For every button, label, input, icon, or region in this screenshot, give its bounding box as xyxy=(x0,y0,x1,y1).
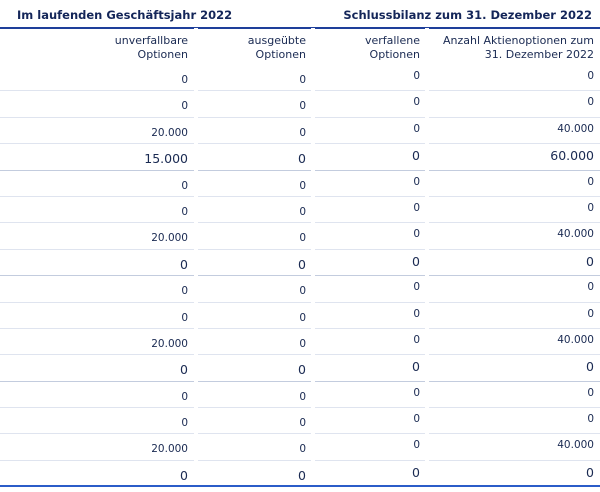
cell-vested: 15.000 xyxy=(144,151,188,167)
cell-forfeited: 0 xyxy=(413,175,420,188)
cell-total: 0 xyxy=(587,413,594,426)
table-row xyxy=(0,355,600,381)
options-table-body xyxy=(0,65,600,487)
cell-total: 40.000 xyxy=(557,228,594,241)
cell-total: 0 xyxy=(586,464,594,480)
cell-vested: 20.000 xyxy=(151,337,188,350)
table-row xyxy=(0,461,600,487)
section-title-current-year: Im laufenden Geschäftsjahr 2022 xyxy=(17,8,233,22)
table-row xyxy=(0,408,600,434)
section-title-closing-balance: Schlussbilanz zum 31. Dezember 2022 xyxy=(343,8,592,22)
table-row xyxy=(0,91,600,117)
cell-total: 0 xyxy=(587,70,594,82)
cell-exercised: 0 xyxy=(299,390,306,403)
column-header-line: ausgeübte xyxy=(247,34,306,47)
column-gap xyxy=(311,28,315,491)
cell-total: 40.000 xyxy=(557,333,594,346)
header-underline-left xyxy=(0,27,196,29)
table-row xyxy=(0,144,600,170)
table-row xyxy=(0,118,600,144)
column-header-line: unverfallbare xyxy=(114,34,188,47)
cell-exercised: 0 xyxy=(299,285,306,298)
table-row xyxy=(0,329,600,355)
cell-exercised: 0 xyxy=(298,467,306,483)
column-header-vested-options xyxy=(115,34,188,62)
cell-total: 0 xyxy=(587,175,594,188)
column-gap xyxy=(194,28,198,491)
cell-total: 0 xyxy=(587,386,594,399)
cell-vested: 0 xyxy=(181,205,188,218)
header-underline-right xyxy=(196,27,600,29)
column-header-exercised-options xyxy=(248,34,306,62)
column-header-line: Anzahl Aktienoptionen zum xyxy=(442,34,594,47)
cell-forfeited: 0 xyxy=(413,333,420,346)
cell-vested: 0 xyxy=(180,256,188,272)
cell-vested: 0 xyxy=(181,285,188,298)
table-row xyxy=(0,434,600,460)
cell-total: 60.000 xyxy=(550,148,594,164)
cell-forfeited: 0 xyxy=(412,148,420,164)
cell-forfeited: 0 xyxy=(413,439,420,452)
cell-vested: 0 xyxy=(181,179,188,192)
table-bottom-rule xyxy=(0,485,600,487)
cell-total: 0 xyxy=(586,359,594,375)
cell-vested: 0 xyxy=(181,100,188,113)
cell-exercised: 0 xyxy=(299,443,306,456)
cell-total: 0 xyxy=(587,201,594,214)
cell-exercised: 0 xyxy=(299,100,306,113)
cell-forfeited: 0 xyxy=(413,96,420,109)
cell-exercised: 0 xyxy=(299,205,306,218)
cell-vested: 0 xyxy=(181,417,188,430)
table-row xyxy=(0,223,600,249)
cell-vested: 0 xyxy=(180,362,188,378)
column-header-line: Optionen xyxy=(255,48,306,61)
cell-exercised: 0 xyxy=(299,74,306,86)
cell-vested: 0 xyxy=(181,311,188,324)
cell-forfeited: 0 xyxy=(412,464,420,480)
column-header-line: verfallene xyxy=(364,34,420,47)
cell-vested: 0 xyxy=(181,74,188,86)
column-header-line: Optionen xyxy=(137,48,188,61)
cell-total: 0 xyxy=(586,253,594,269)
cell-forfeited: 0 xyxy=(413,201,420,214)
column-header-forfeited-options xyxy=(365,34,420,62)
cell-total: 40.000 xyxy=(557,122,594,135)
column-header-total-options xyxy=(443,34,594,62)
cell-forfeited: 0 xyxy=(412,253,420,269)
cell-vested: 20.000 xyxy=(151,126,188,139)
cell-vested: 20.000 xyxy=(151,232,188,245)
cell-forfeited: 0 xyxy=(413,70,420,82)
table-row xyxy=(0,65,600,91)
cell-total: 40.000 xyxy=(557,439,594,452)
cell-vested: 20.000 xyxy=(151,443,188,456)
cell-forfeited: 0 xyxy=(412,359,420,375)
table-row xyxy=(0,197,600,223)
cell-exercised: 0 xyxy=(299,126,306,139)
cell-exercised: 0 xyxy=(299,232,306,245)
cell-forfeited: 0 xyxy=(413,386,420,399)
cell-exercised: 0 xyxy=(299,179,306,192)
cell-vested: 0 xyxy=(181,390,188,403)
column-header-line: 31. Dezember 2022 xyxy=(484,48,594,61)
table-row xyxy=(0,171,600,197)
cell-exercised: 0 xyxy=(299,311,306,324)
table-row xyxy=(0,303,600,329)
cell-vested: 0 xyxy=(180,467,188,483)
column-gap xyxy=(425,28,429,491)
cell-total: 0 xyxy=(587,281,594,294)
table-row xyxy=(0,250,600,276)
cell-exercised: 0 xyxy=(299,417,306,430)
cell-forfeited: 0 xyxy=(413,281,420,294)
cell-exercised: 0 xyxy=(298,256,306,272)
cell-exercised: 0 xyxy=(298,362,306,378)
cell-total: 0 xyxy=(587,307,594,320)
cell-total: 0 xyxy=(587,96,594,109)
cell-forfeited: 0 xyxy=(413,307,420,320)
cell-forfeited: 0 xyxy=(413,413,420,426)
column-header-line: Optionen xyxy=(369,48,420,61)
cell-forfeited: 0 xyxy=(413,122,420,135)
table-row xyxy=(0,382,600,408)
cell-forfeited: 0 xyxy=(413,228,420,241)
table-row xyxy=(0,276,600,302)
cell-exercised: 0 xyxy=(298,151,306,167)
cell-exercised: 0 xyxy=(299,337,306,350)
